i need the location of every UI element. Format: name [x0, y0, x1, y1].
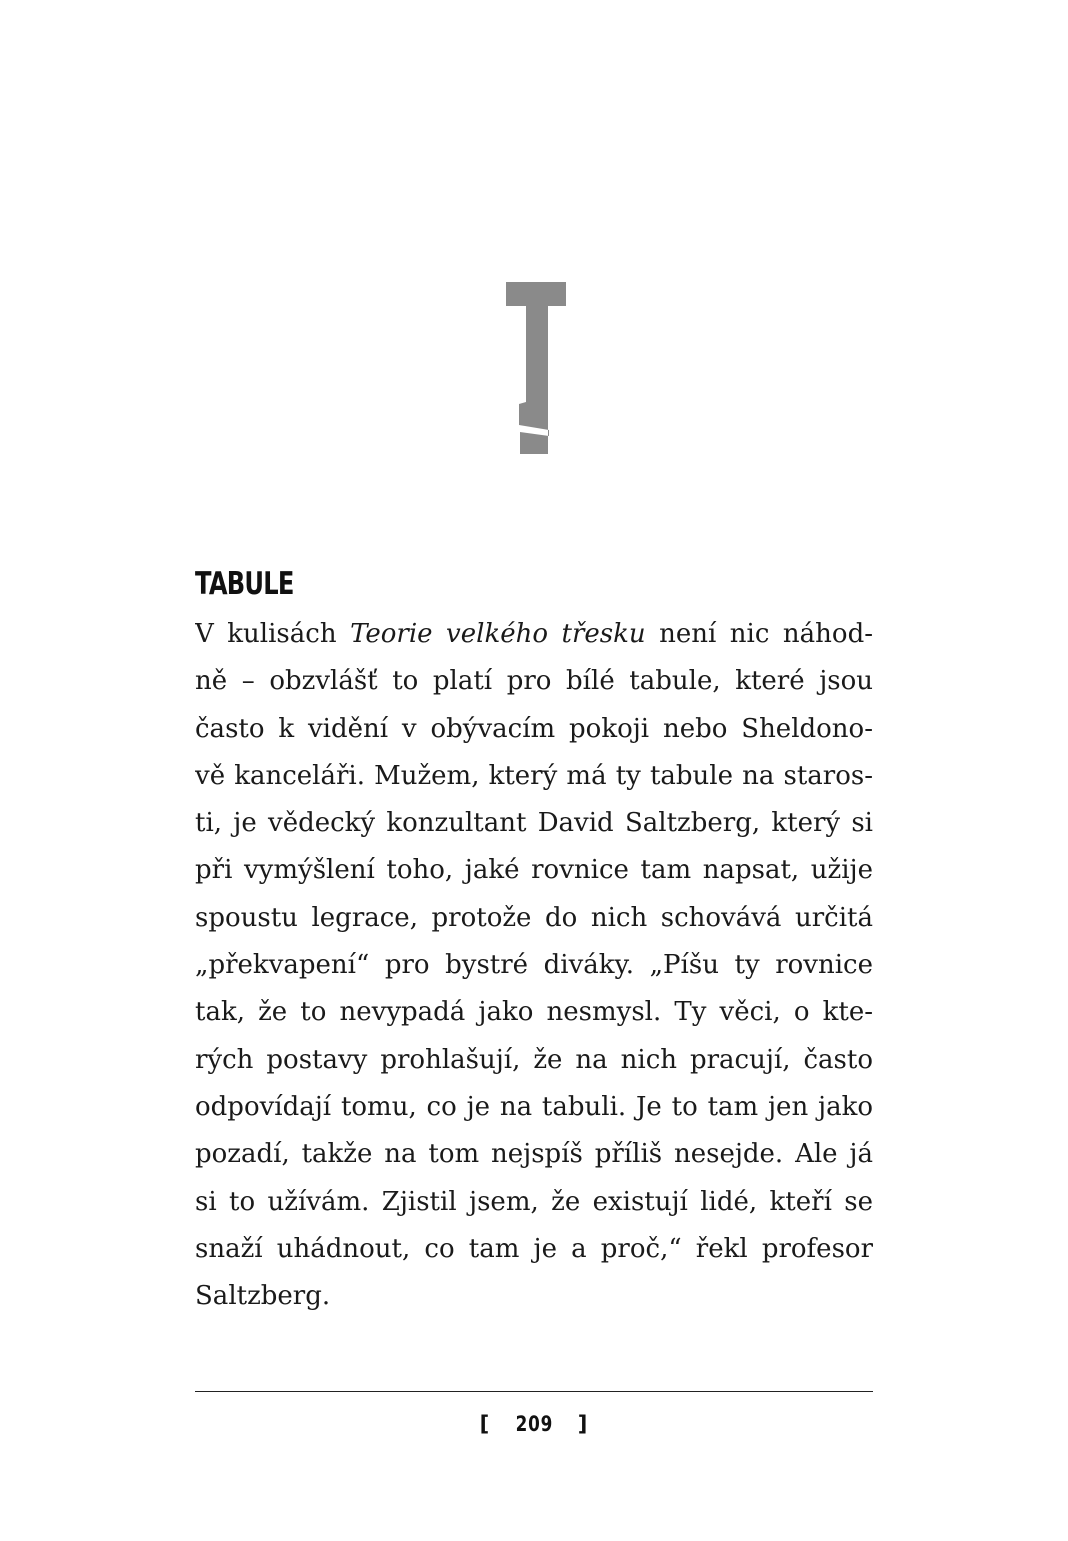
article-line	[195, 611, 873, 658]
folio-bracket-open: [	[479, 1412, 491, 1436]
line-text: ti, je vědecký konzultant David Saltzberg, který si	[195, 808, 873, 839]
article-body	[195, 611, 873, 1320]
page-number: 209	[515, 1412, 553, 1436]
article-heading: TABULE	[195, 566, 294, 602]
letter-t-shape	[506, 282, 566, 454]
line-text: často k vidění v obývacím pokoji nebo Sheldono-	[195, 713, 873, 744]
line-text: není nic náhod-	[645, 619, 873, 649]
line-text: odpovídají tomu, co je na tabuli. Je to tam jen jako	[195, 1091, 873, 1122]
article-line	[195, 800, 873, 847]
article-line	[195, 1037, 873, 1084]
article-line	[195, 1084, 873, 1131]
article-line	[195, 706, 873, 753]
line-text: „překvapení“ pro bystré diváky. „Píšu ty rovnice	[195, 950, 873, 981]
book-title-italic: Teorie velkého třesku	[350, 619, 646, 649]
line-text: snaží uhádnout, co tam je a proč,“ řekl profesor	[195, 1233, 873, 1264]
article-line	[195, 1179, 873, 1226]
line-text: si to užívám. Zjistil jsem, že existují lidé, kteří se	[195, 1186, 873, 1217]
line-text: ně – obzvlášť to platí pro bílé tabule, které jsou	[195, 666, 873, 697]
article-line	[195, 753, 873, 800]
line-text: tak, že to nevypadá jako nesmysl. Ty věci, o kte-	[195, 997, 873, 1028]
line-text: spoustu legrace, protože do nich schovává určitá	[195, 902, 873, 933]
article-line	[195, 658, 873, 705]
line-text: Saltzberg.	[195, 1281, 331, 1312]
line-text: vě kanceláři. Mužem, který má ty tabule na staros-	[195, 760, 873, 791]
footer-rule	[195, 1391, 873, 1392]
article-line	[195, 1273, 873, 1320]
line-text: V kulisách	[195, 619, 351, 649]
article-line	[195, 1131, 873, 1178]
folio-bracket-close: ]	[577, 1412, 589, 1436]
line-text: rých postavy prohlašují, že na nich pracují, často	[195, 1044, 873, 1075]
page-folio	[434, 1412, 634, 1436]
article-line	[195, 942, 873, 989]
line-text: pozadí, takže na tom nejspíš příliš nesejde. Ale já	[195, 1139, 873, 1170]
article-line	[195, 1226, 873, 1273]
line-text: při vymýšlení toho, jaké rovnice tam napsat, užije	[195, 855, 873, 886]
article-line	[195, 989, 873, 1036]
article-line	[195, 895, 873, 942]
article-line	[195, 847, 873, 894]
section-letter-t-graphic	[506, 282, 566, 454]
